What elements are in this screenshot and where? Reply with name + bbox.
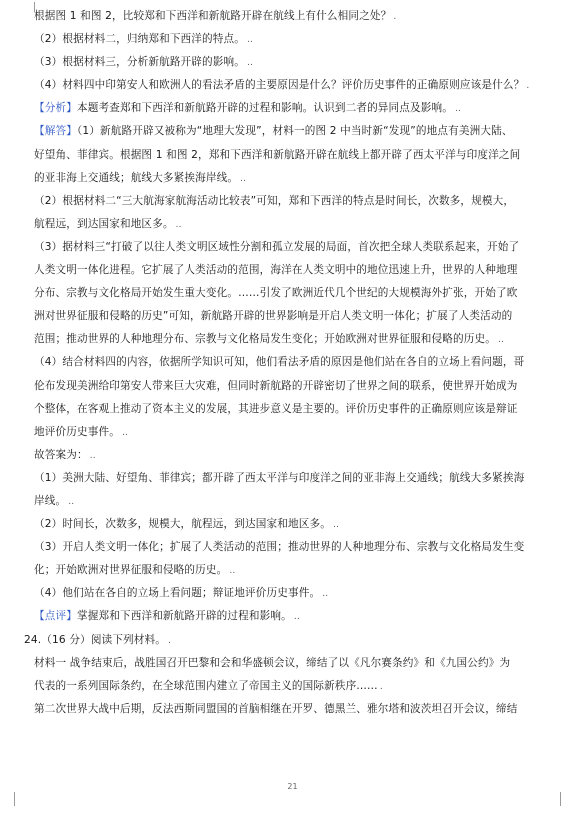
paragraph-mark: .. <box>247 35 254 46</box>
line-text: （2）根据材料二，归纳郑和下西洋的特点。 <box>34 33 246 46</box>
page-number: 21 <box>287 782 298 791</box>
line-text: 代表的一系列国际条约，在全球范围内建立了帝国主义的国际新秩序…… <box>34 679 378 692</box>
line-text: 故答案为： <box>34 448 88 461</box>
line-text: （3）据材料三“打破了以往人类文明区域性分割和孤立发展的局面，首次把全球人类联系起来，开始了 <box>34 240 520 253</box>
section-tag: 【分析】 <box>34 102 77 115</box>
text-line <box>34 55 550 69</box>
text-line <box>34 540 550 554</box>
paragraph-mark: .. <box>247 58 254 69</box>
text-line <box>34 448 550 462</box>
line-text: 范围；推动世界的人种地理分布、宗教与文化格局发生变化；开始欧洲对世界征服和侵略的历史。 <box>34 333 496 346</box>
text-line <box>34 9 550 23</box>
text-line <box>34 355 550 369</box>
text-line <box>34 286 550 300</box>
text-line <box>34 563 550 577</box>
text-line <box>34 32 550 46</box>
paragraph-mark: .. <box>293 612 300 623</box>
text-line <box>34 656 550 670</box>
text-line <box>34 194 550 208</box>
line-text: （4）材料四中印第安人和欧洲人的看法矛盾的主要原因是什么？评价历史事件的正确原则应该是什么？ <box>34 79 525 92</box>
line-text: 本题考查郑和下西洋和新航路开辟的过程和影响。认识到二者的异同点及影响。 <box>76 102 454 115</box>
line-text: （4）他们站在各自的立场上看问题；辩证地评价历史事件。 <box>34 587 321 600</box>
line-text: 人类文明一体化进程。它扩展了人类活动的范围，海洋在人类文明中的地位迅速上升，世界的人种地理 <box>34 264 518 277</box>
line-text: 24.（16 分）阅读下列材料。 <box>24 633 167 646</box>
line-text: 材料一 战争结束后，战胜国召开巴黎和会和华盛顿会议，缔结了以《凡尔赛条约》和《九国公约》为 <box>34 656 511 669</box>
text-line <box>34 379 550 393</box>
line-text: 洲对世界征服和侵略的历史”可知，新航路开辟的世界影响是开启人类文明一体化；扩展了人类活动的 <box>34 310 513 323</box>
text-line <box>34 171 550 185</box>
section-tag: 【点评】 <box>34 610 77 623</box>
text-line <box>34 702 550 716</box>
line-text: （3）根据材料三，分析新航路开辟的影响。 <box>34 56 246 69</box>
text-line <box>34 217 550 231</box>
text-line <box>34 517 550 531</box>
text-line <box>34 471 550 485</box>
paragraph-mark: .. <box>68 496 75 507</box>
line-text: （1）新航路开辟又被称为“地理大发现”，材料一的图 2 中当时新“发现”的地点有美洲大陆、 <box>76 125 513 138</box>
text-line <box>34 263 550 277</box>
text-line <box>34 78 550 92</box>
paragraph-mark: .. <box>229 566 236 577</box>
line-text: 航程远，到达国家和地区多。 <box>34 217 174 230</box>
text-line <box>34 101 550 115</box>
text-line <box>34 309 550 323</box>
paragraph-mark: . <box>168 635 172 646</box>
page-corner-mark <box>550 792 561 806</box>
line-text: （2）时间长，次数多，规模大，航程远，到达国家和地区多。 <box>34 518 331 531</box>
section-tag: 【解答】 <box>34 125 77 138</box>
line-text: 化；开始欧洲对世界征服和侵略的历史。 <box>34 564 228 577</box>
page-corner-mark <box>14 792 25 806</box>
paragraph-mark: .. <box>497 335 505 346</box>
paragraph-mark: .. <box>322 589 329 600</box>
line-text: （4）结合材料四的内容，依据所学知识可知，他们看法矛盾的原因是他们站在各自的立场上看问题，哥 <box>34 356 525 369</box>
line-text: 根据图 1 和图 2，比较郑和下西洋和新航路开辟在航线上有什么相同之处？ <box>34 10 392 22</box>
text-line <box>34 494 550 508</box>
paragraph-mark: .. <box>121 427 128 438</box>
text-line <box>24 633 550 647</box>
paragraph-mark: . <box>379 681 383 692</box>
text-line <box>34 586 550 600</box>
line-text: （1）美洲大陆、好望角、菲律宾；都开辟了西太平洋与印度洋之间的亚非海上交通线；航线大多紧挨海 <box>34 471 525 484</box>
paragraph-mark: . <box>393 12 397 22</box>
text-line <box>34 332 550 346</box>
line-text: 岸线。 <box>34 494 67 507</box>
line-text: 第二次世界大战中后期，反法西斯同盟国的首脑相继在开罗、德黑兰、雅尔塔和波茨坦召开会议，缔结 <box>34 702 518 715</box>
paragraph-mark: .. <box>175 219 182 230</box>
line-text: 的亚非海上交通线；航线大多紧挨海岸线。 <box>34 171 239 184</box>
paragraph-mark: . <box>526 81 530 92</box>
line-text: 伦布发现美洲给印第安人带来巨大灾难，但同时新航路的开辟密切了世界之间的联系，使世界开始成为 <box>34 379 518 392</box>
text-line <box>34 425 550 439</box>
paragraph-mark: .. <box>240 173 247 184</box>
line-text: 好望角、菲律宾。根据图 1 和图 2，郑和下西洋和新航路开辟在航线上都开辟了西太平洋与印度洋之间 <box>34 148 521 161</box>
paragraph-mark: .. <box>89 450 96 461</box>
line-text: （3）开启人类文明一体化；扩展了人类活动的范围；推动世界的人种地理分布、宗教与文化格局发生变 <box>34 541 525 554</box>
text-line <box>34 402 550 416</box>
paragraph-mark: .. <box>455 104 462 115</box>
document-body <box>24 9 550 725</box>
text-line <box>34 609 550 623</box>
line-text: 地评价历史事件。 <box>34 425 120 438</box>
text-line <box>34 124 550 138</box>
paragraph-mark: .. <box>332 520 339 531</box>
text-line <box>34 679 550 693</box>
line-text: 分布、宗教与文化格局开始发生重大变化。……引发了欧洲近代几个世纪的大规模海外扩张，开始了欧 <box>34 287 518 300</box>
line-text: 掌握郑和下西洋和新航路开辟的过程和影响。 <box>76 610 292 623</box>
text-line <box>34 148 550 162</box>
text-line <box>34 240 550 254</box>
line-text: 个整体，在客观上推动了资本主义的发展，其进步意义是主要的。评价历史事件的正确原则应该是辩证 <box>34 402 518 415</box>
line-text: （2）根据材料二“三大航海家航海活动比较表”可知，郑和下西洋的特点是时间长，次数多，规模大， <box>34 194 515 207</box>
